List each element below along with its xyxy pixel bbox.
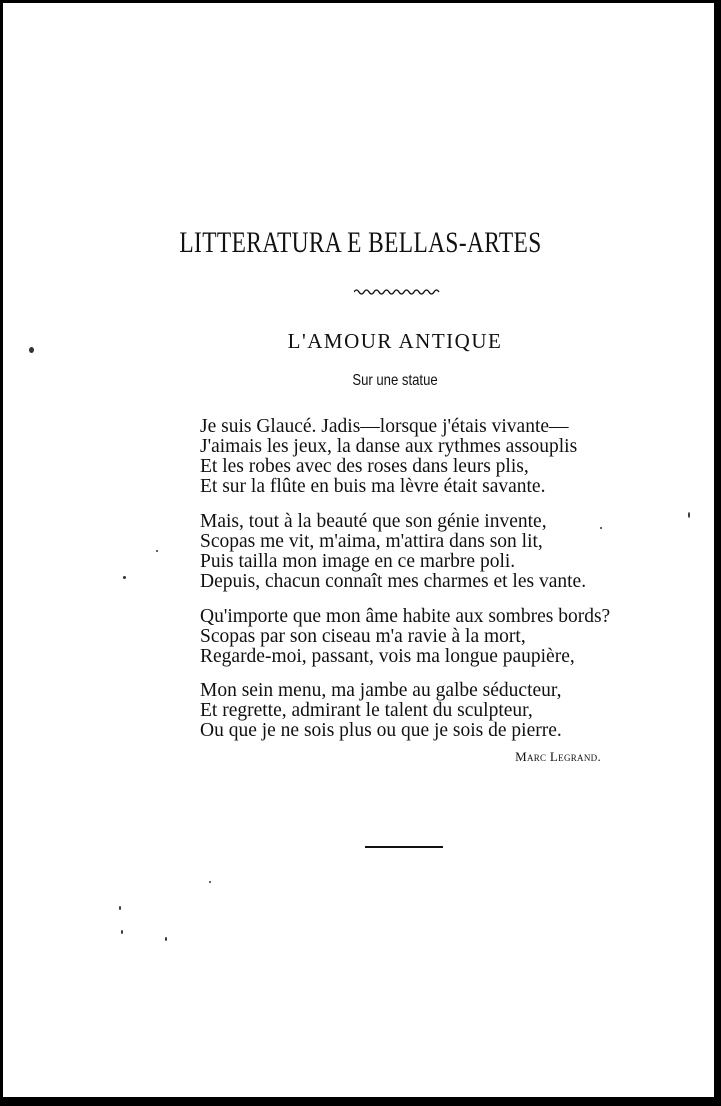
verse-line: Depuis, chacun connaît mes charmes et les vante.	[200, 571, 587, 592]
scan-speck	[165, 937, 167, 941]
scan-speck	[688, 512, 690, 518]
verse-line: Et regrette, admirant le talent du sculpteur,	[200, 700, 533, 721]
verse-line: Ou que je ne sois plus ou que je sois de pierre.	[200, 720, 562, 741]
verse-line: J'aimais les jeux, la danse aux rythmes assouplis	[200, 436, 578, 457]
verse-line: Et les robes avec des roses dans leurs plis,	[200, 456, 529, 477]
scan-speck	[123, 576, 126, 579]
author-signature: Marc Legrand.	[515, 749, 601, 764]
scan-speck	[600, 527, 602, 529]
verse-line: Je suis Glaucé. Jadis—lorsque j'étais vivante—	[200, 416, 569, 437]
verse-line: Scopas me vit, m'aima, m'attira dans son lit,	[200, 531, 543, 552]
scan-speck	[119, 906, 121, 910]
poem-subtitle: Sur une statue	[352, 372, 438, 389]
verse-line: Regarde-moi, passant, vois ma longue paupière,	[200, 646, 575, 667]
section-title: LITTERATURA E BELLAS-ARTES	[179, 226, 542, 259]
scan-speck	[29, 347, 34, 353]
stanza-1	[200, 417, 577, 497]
verse-line: Puis tailla mon image en ce marbre poli.	[200, 551, 516, 572]
end-rule	[365, 846, 443, 848]
scan-speck	[121, 930, 123, 934]
wavy-divider	[354, 287, 440, 297]
scan-speck	[209, 881, 211, 883]
stanza-2	[200, 512, 586, 592]
verse-line: Qu'importe que mon âme habite aux sombres bords?	[200, 606, 611, 627]
scan-speck	[156, 550, 158, 552]
verse-line: Mon sein menu, ma jambe au galbe séducteur,	[200, 680, 562, 701]
verse-line: Mais, tout à la beauté que son génie invente,	[200, 511, 547, 532]
verse-line: Scopas par son ciseau m'a ravie à la mort,	[200, 626, 526, 647]
stanza-4	[200, 681, 562, 741]
stanza-3	[200, 607, 610, 667]
verse-line: Et sur la flûte en buis ma lèvre était savante.	[200, 476, 546, 497]
poem-title: L'AMOUR ANTIQUE	[287, 329, 503, 353]
